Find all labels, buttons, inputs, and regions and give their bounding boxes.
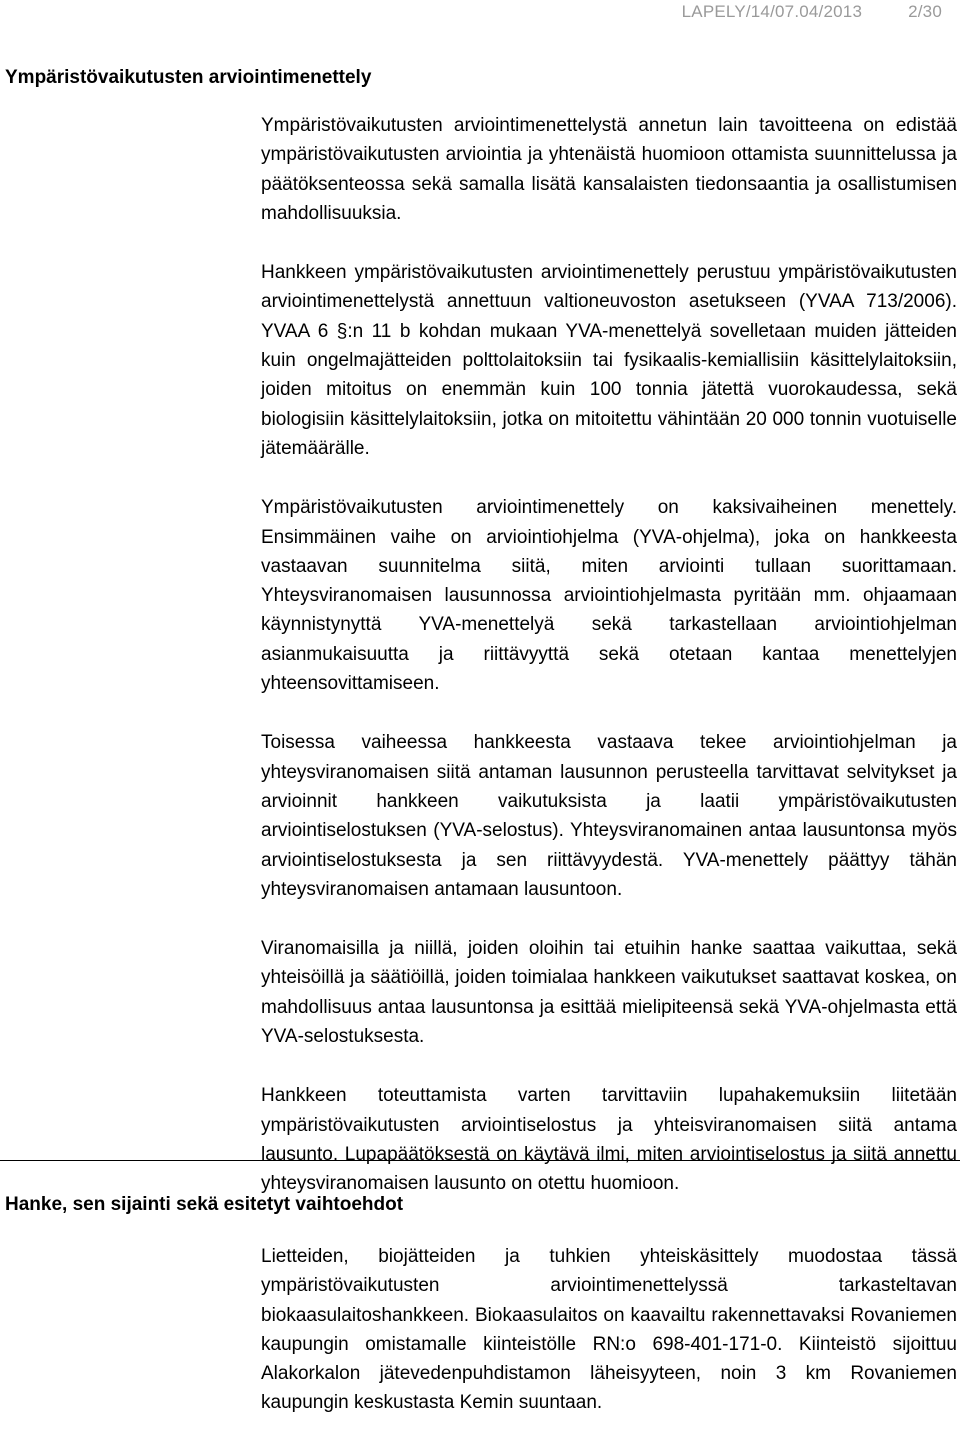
paragraph: Ympäristövaikutusten arviointimenettely on kaksivaiheinen menettely. Ensimmäinen vaihe on arviointiohjelma (YVA-ohjelma), joka on hankkeesta vastaavan suunnitelma siitä, miten arviointi tullaan suorittamaan. Yhteysviranomaisen lausunnossa arviointiohjelmasta pyritään mm. ohjaamaan käynnistynyttä YVA-menettelyä sekä tarkastellaan arviointiohjelman asianmukaisuutta ja riittävyyttä sekä otetaan kantaa menettelyjen yhteensovittamiseen. <box>261 497 957 695</box>
page-number: 2/30 <box>908 2 942 21</box>
section-heading-hanke: Hanke, sen sijainti sekä esitetyt vaihtoehdot <box>5 1194 404 1215</box>
paragraph: Hankkeen toteuttamista varten tarvittaviin lupahakemuksiin liitetään ympäristövaikutusten arviointiselostus ja yhteisviranomaisen siitä antama lausunto. Lupapäätöksestä on käytävä ilmi, miten arviointiselostus ja siitä annettu yhteysviranomaisen lausunto on otettu huomioon. <box>261 1085 957 1195</box>
document-reference: LAPELY/14/07.04/2013 <box>681 2 863 21</box>
section-divider <box>0 1160 960 1161</box>
paragraph: Ympäristövaikutusten arviointimenettelystä annetun lain tavoitteena on edistää ympäristövaikutusten arviointia ja yhtenäistä huomioon ottamista suunnittelussa ja päätöksenteossa sekä samalla lisätä kansalaisten tiedonsaantia ja osallistumisen mahdollisuuksia. <box>261 115 957 224</box>
section-body-arviointimenettely <box>261 111 957 1229</box>
paragraph: Viranomaisilla ja niillä, joiden oloihin tai etuihin hanke saattaa vaikuttaa, sekä yhteisöillä ja säätiöillä, joiden toimialaa hankkeen vaikutukset saattavat koskea, on mahdollisuus antaa lausuntonsa ja esittää mielipiteensä sekä YVA-ohjelmasta että YVA-selostuksesta. <box>261 938 957 1048</box>
paragraph: Lietteiden, biojätteiden ja tuhkien yhteiskäsittely muodostaa tässä ympäristövaikutusten arviointimenettelyssä tarkasteltavan biokaasulaitoshankkeen. Biokaasulaitos on kaavailtu rakennettavaksi Rovaniemen kaupungin omistamalle kiinteistölle RN:o 698-401-171-0. Kiinteistö sijoittuu Alakorkalon jätevedenpuhdistamon läheisyyteen, noin 3 km Rovaniemen kaupungin keskustasta Kemin suuntaan. <box>261 1246 957 1414</box>
paragraph: Hankkeen ympäristövaikutusten arviointimenettely perustuu ympäristövaikutusten arviointimenettelystä annettuun valtioneuvoston asetukseen (YVAA 713/2006). YVAA 6 §:n 11 b kohdan mukaan YVA-menettelyä sovelletaan muiden jätteiden kuin ongelmajätteiden polttolaitoksiin tai fysikaalis-kemiallisiin käsittelylaitoksiin, joiden mitoitus on enemmän kuin 100 tonnia jätettä vuorokaudessa, sekä biologisiin käsittelylaitoksiin, jotka on mitoitettu vähintään 20 000 tonnin vuotuiselle jätemäärälle. <box>261 262 957 459</box>
page-header <box>682 2 942 22</box>
section-heading-arviointimenettely: Ympäristövaikutusten arviointimenettely <box>5 67 372 88</box>
paragraph: Toisessa vaiheessa hankkeesta vastaava tekee arviointiohjelman ja yhteysviranomaisen siitä antaman lausunnon perusteella tarvittavat selvitykset ja arvioinnit hankkeen vaikutuksista ja laatii ympäristövaikutusten arviointiselostuksen (YVA-selostus). Yhteysviranomainen antaa lausuntonsa myös arviointiselostuksesta ja sen riittävyydestä. YVA-menettely päättyy tähän yhteysviranomaisen antamaan lausuntoon. <box>261 732 957 900</box>
